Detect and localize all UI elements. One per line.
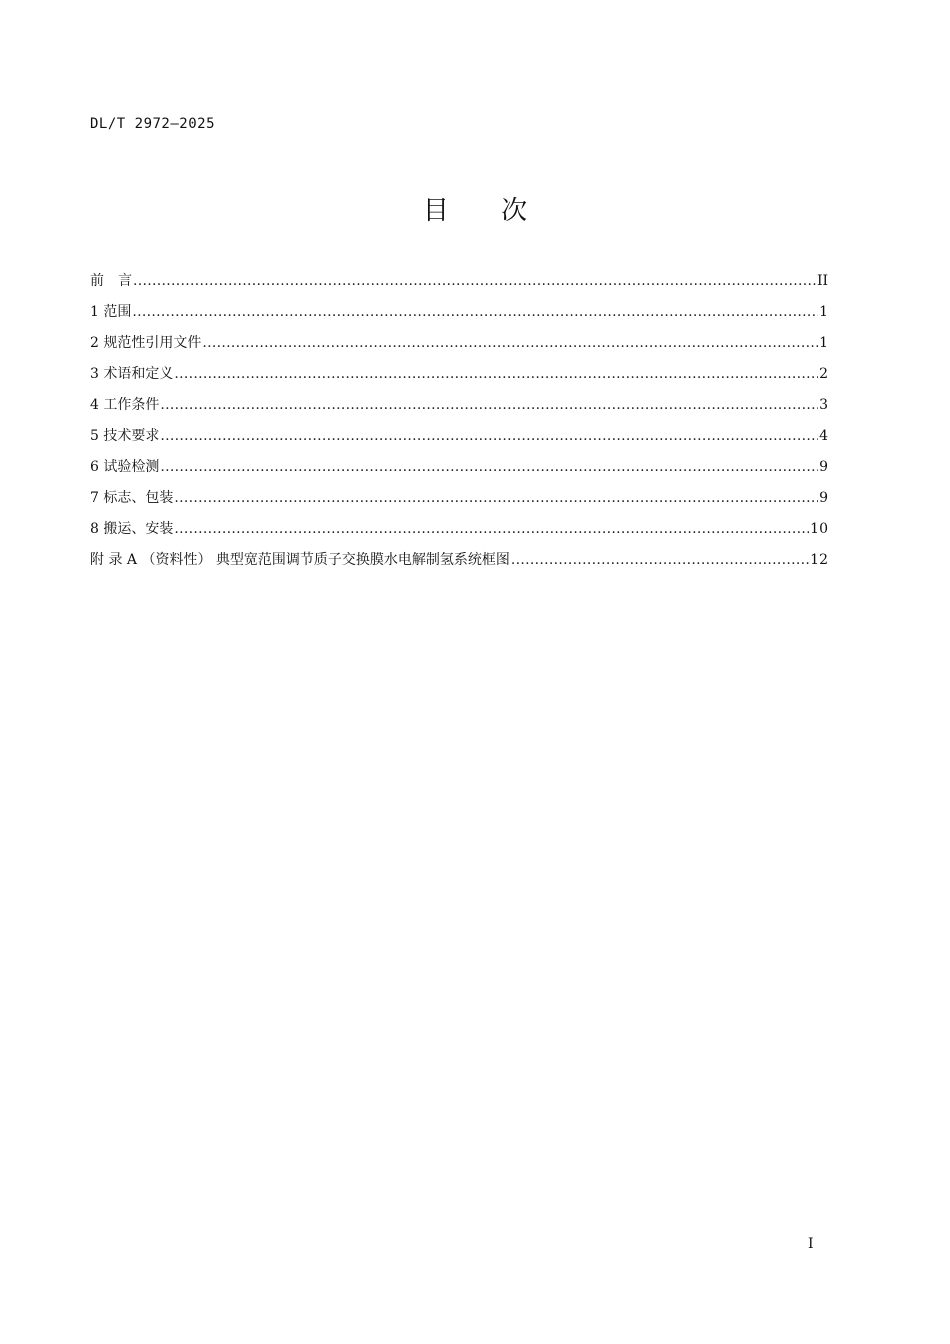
toc-entry-label: 8 搬运、安装	[90, 521, 174, 537]
toc-entry-label: 3 术语和定义	[90, 366, 174, 382]
toc-entry-page: 1	[819, 335, 828, 351]
dot-leader	[132, 304, 818, 320]
dot-leader	[511, 552, 809, 568]
toc-entry-appendix-a[interactable]	[90, 549, 828, 580]
toc-entry-page: 3	[819, 397, 828, 413]
toc-entry-label: 附 录 A （资料性） 典型宽范围调节质子交换膜水电解制氢系统框图	[90, 552, 510, 568]
toc-entry-label: 4 工作条件	[90, 397, 160, 413]
toc-entry-page: 9	[819, 490, 828, 506]
toc-entry-marking-packaging[interactable]	[90, 487, 828, 518]
toc-entry-label: 5 技术要求	[90, 428, 160, 444]
dot-leader	[133, 273, 816, 289]
toc-entry-technical-requirements[interactable]	[90, 425, 828, 456]
toc-entry-scope[interactable]	[90, 301, 828, 332]
dot-leader	[160, 459, 818, 475]
dot-leader	[160, 428, 818, 444]
toc-entry-testing[interactable]	[90, 456, 828, 487]
toc-entry-terms-definitions[interactable]	[90, 363, 828, 394]
toc-entry-foreword[interactable]	[90, 270, 828, 301]
toc-entry-label: 前 言	[90, 273, 132, 289]
table-of-contents	[90, 270, 828, 580]
page-title: 目 次	[422, 196, 550, 226]
document-code: DL/T 2972—2025	[90, 116, 216, 132]
toc-entry-label: 7 标志、包装	[90, 490, 174, 506]
toc-entry-label: 1 范围	[90, 304, 132, 320]
toc-entry-normative-references[interactable]	[90, 332, 828, 363]
toc-entry-page: 12	[810, 552, 828, 568]
dot-leader	[174, 490, 818, 506]
dot-leader	[174, 366, 818, 382]
toc-entry-page: 9	[819, 459, 828, 475]
toc-entry-label: 6 试验检测	[90, 459, 160, 475]
toc-entry-page: 1	[819, 304, 828, 320]
page-number: I	[808, 1236, 814, 1252]
dot-leader	[160, 397, 818, 413]
dot-leader	[202, 335, 818, 351]
toc-entry-page: II	[816, 273, 828, 289]
dot-leader	[174, 521, 809, 537]
toc-entry-working-conditions[interactable]	[90, 394, 828, 425]
toc-entry-page: 4	[819, 428, 828, 444]
toc-entry-transport-installation[interactable]	[90, 518, 828, 549]
toc-entry-page: 10	[810, 521, 828, 537]
toc-entry-label: 2 规范性引用文件	[90, 335, 202, 351]
toc-entry-page: 2	[819, 366, 828, 382]
